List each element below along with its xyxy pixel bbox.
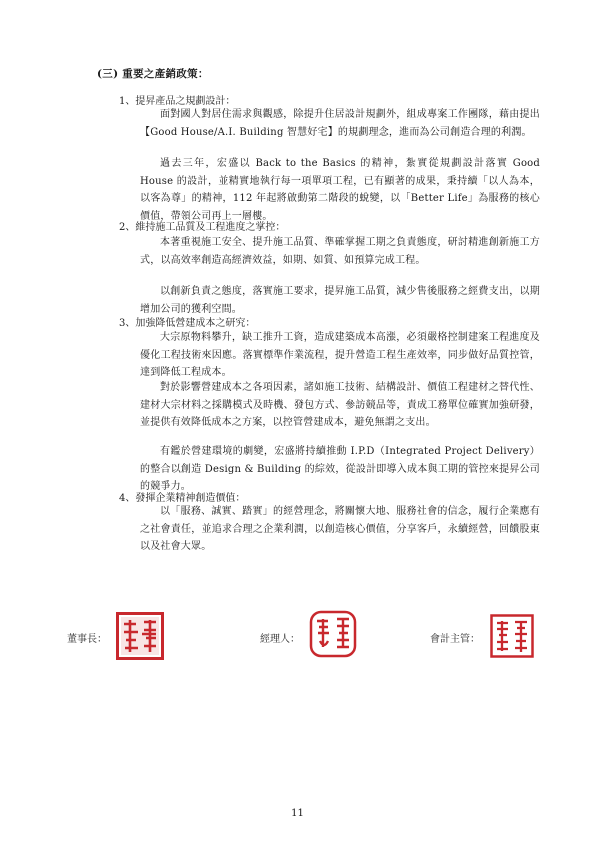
item-title-3: 3、加強降低營建成本之研究： — [119, 318, 256, 329]
accountant-label: 會計主管： — [430, 634, 480, 645]
item-2-paragraph-2: 以創新負責之態度，落實施工要求，提昇施工品質，減少售後服務之經費支出，以期增加公司的獲利空間。 — [140, 286, 540, 315]
section-heading: (三) 重要之產銷政策： — [97, 68, 209, 80]
page-number: 11 — [291, 808, 304, 819]
item-1-paragraph-1: 面對國人對居住需求與觀感，除提升住居設計規劃外，組成專案工作團隊，藉由提出【Good House/A.I. Building 智慧好宅】的規劃理念，進而為公司創造合理的利潤。 — [140, 109, 540, 138]
item-title-1: 1、提昇產品之規劃設計： — [119, 96, 236, 107]
item-3-paragraph-3: 有鑑於營建環境的劇變，宏盛將持續推動 I.P.D（Integrated Project Delivery）的整合以創造 Design & Building 的綜效，從設計即導入成本與工期的管控來提昇公司的競爭力。 — [140, 446, 540, 492]
item-3-paragraph-1: 大宗原物料攀升，缺工推升工資，造成建築成本高漲，必須嚴格控制建案工程進度及優化工程技術來因應。落實標準作業流程，提升營造工程生產效率，同步做好品質控管，達到降低工程成本。 — [140, 332, 540, 378]
item-2-paragraph-1: 本著重視施工安全、提升施工品質、準確掌握工期之負責態度，研討精進創新施工方式，以高效率創造高經濟效益，如期、如質、如預算完成工程。 — [140, 237, 540, 266]
chairman-label: 董事長： — [67, 634, 107, 645]
item-3-paragraph-2: 對於影響營建成本之各項因素，諸如施工技術、結構設計、價值工程建材之替代性、建材大宗材料之採購模式及時機、發包方式、參訪競品等，責成工務單位確實加強研發，並提供有效降低成本之方案，以控管營建成本，避免無謂之支出。 — [140, 382, 540, 428]
accountant-seal-icon — [490, 614, 534, 658]
item-1-paragraph-2: 過去三年，宏盛以 Back to the Basics 的精神，紮實從規劃設計落實 Good House 的設計，並精實地執行每一項單項工程，已有顯著的成果，秉持續「以人為本，以客為尊」的精神，112 年起將啟動第二階段的蛻變，以「Better Life」為服務的核心價值，帶領公司再上一層樓。 — [140, 158, 540, 222]
item-4-paragraph-1: 以「服務、誠實、踏實」的經營理念，將關懷大地、服務社會的信念，履行企業應有之社會責任，並追求合理之企業利潤，以創造核心價值，分享客戶，永續經營，回饋股東以及社會大眾。 — [140, 506, 540, 552]
chairman-seal-icon — [116, 612, 164, 660]
item-title-2: 2、維持施工品質及工程進度之掌控： — [119, 222, 286, 233]
manager-label: 經理人： — [260, 634, 300, 645]
item-title-4: 4、發揮企業精神創造價值： — [119, 493, 246, 504]
manager-seal-icon — [308, 609, 358, 659]
